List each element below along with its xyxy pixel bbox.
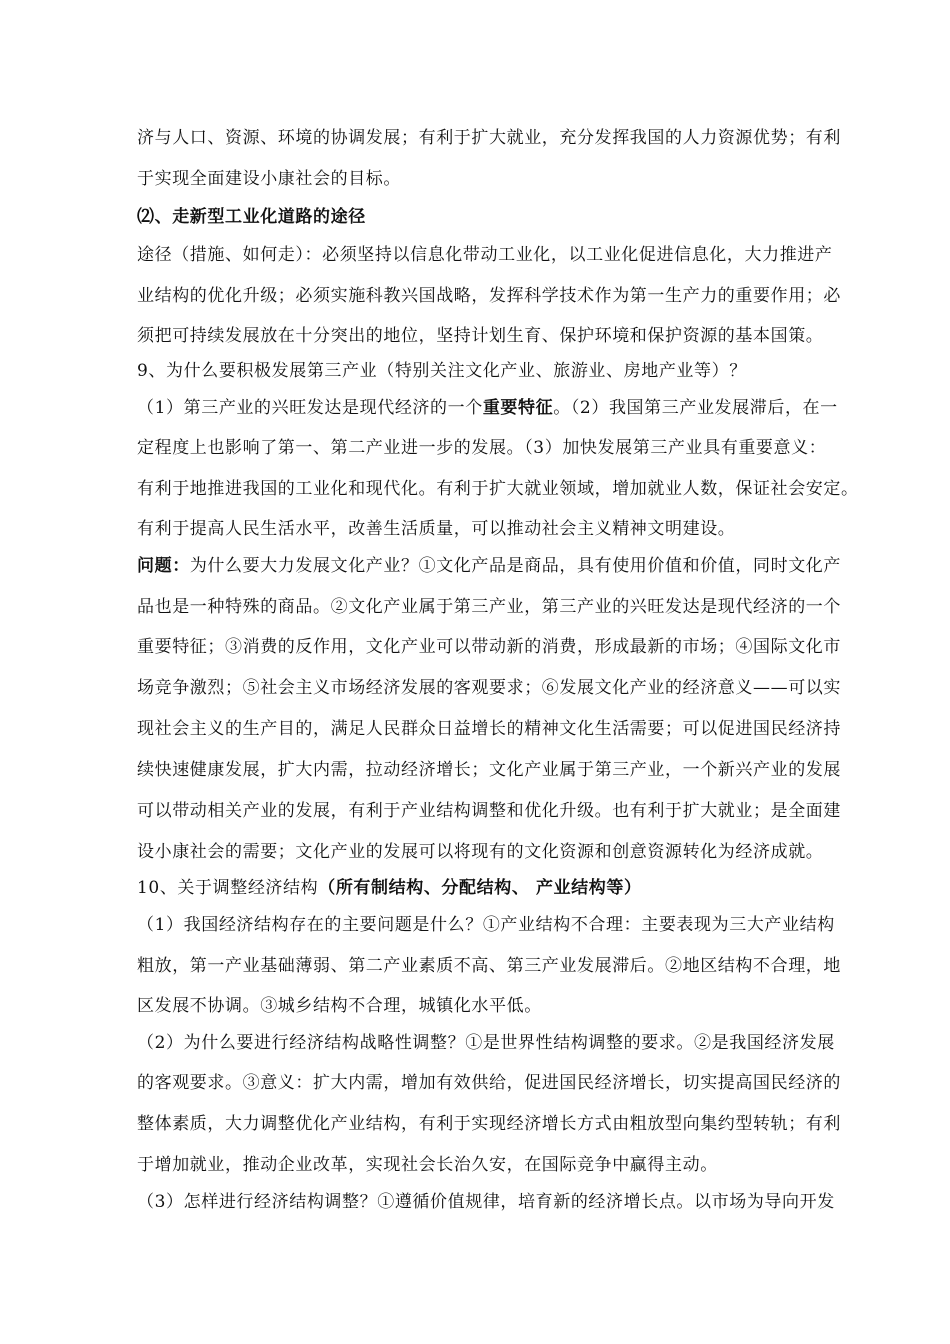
text-line: 济与人口、资源、环境的协调发展；有利于扩大就业，充分发挥我国的人力资源优势；有利 [137,128,841,148]
text-line: 问题：为什么要大力发展文化产业？①文化产品是商品，具有使用价值和价值，同时文化产 [137,556,842,576]
text-line: 续快速健康发展，扩大内需，拉动经济增长；文化产业属于第三产业，一个新兴产业的发展 [137,760,841,780]
text-line: 区发展不协调。③城乡结构不合理，城镇化水平低。 [137,996,542,1016]
text-line: 有利于提高人民生活水平，改善生活质量，可以推动社会主义精神文明建设。 [137,519,736,539]
text-line: 整体素质，大力调整优化产业结构，有利于实现经济增长方式由粗放型向集约型转轨；有利 [137,1114,841,1134]
text-line: 于增加就业，推动企业改革，实现社会长治久安，在国际竞争中赢得主动。 [137,1155,718,1175]
text-line: 粗放，第一产业基础薄弱、第二产业素质不高、第三产业发展滞后。②地区结构不合理，地 [137,956,841,976]
text-line: 设小康社会的需要；文化产业的发展可以将现有的文化资源和创意资源转化为经济成就。 [137,842,824,862]
text-line: （1）第三产业的兴旺发达是现代经济的一个重要特征。（2）我国第三产业发展滞后，在一 [137,398,838,418]
question-heading: 9、为什么要积极发展第三产业（特别关注文化产业、旅游业、房地产业等）？ [137,361,747,381]
text-line: 业结构的优化升级；必须实施科教兴国战略，发挥科学技术作为第一生产力的重要作用；必 [137,286,841,306]
text-line: 定程度上也影响了第一、第二产业进一步的发展。（3）加快发展第三产业具有重要意义： [137,438,827,458]
text-line: 有利于地推进我国的工业化和现代化。有利于扩大就业领域，增加就业人数，保证社会安定。 [137,479,859,499]
question-heading: 10、关于调整经济结构（所有制结构、分配结构、 产业结构等） [137,878,642,898]
text-line: 品也是一种特殊的商品。②文化产业属于第三产业，第三产业的兴旺发达是现代经济的一个 [137,597,841,617]
text-line: 须把可持续发展放在十分突出的地位，坚持计划生育、保护环境和保护资源的基本国策。 [137,326,824,346]
text-line: 的客观要求。③意义：扩大内需，增加有效供给，促进国民经济增长，切实提高国民经济的 [137,1073,841,1093]
text-line: 场竞争激烈；⑤社会主义市场经济发展的客观要求；⑥发展文化产业的经济意义——可以实 [137,678,841,698]
text-line: 于实现全面建设小康社会的目标。 [137,169,401,189]
text-line: 重要特征；③消费的反作用，文化产业可以带动新的消费，形成最新的市场；④国际文化市 [137,637,841,657]
text-line: （2）为什么要进行经济结构战略性调整？①是世界性结构调整的要求。②是我国经济发展 [137,1033,835,1053]
text-line: （1）我国经济结构存在的主要问题是什么？①产业结构不合理：主要表现为三大产业结构 [137,915,835,935]
text-line: 途径（措施、如何走）：必须坚持以信息化带动工业化，以工业化促进信息化，大力推进产 [137,245,833,265]
section-heading: ⑵、走新型工业化道路的途径 [137,207,366,227]
text-line: 可以带动相关产业的发展，有利于产业结构调整和优化升级。也有利于扩大就业；是全面建 [137,801,841,821]
text-line: （3）怎样进行经济结构调整？①遵循价值规律，培育新的经济增长点。以市场为导向开发 [137,1192,835,1212]
text-line: 现社会主义的生产目的，满足人民群众日益增长的精神文化生活需要；可以促进国民经济持 [137,719,841,739]
